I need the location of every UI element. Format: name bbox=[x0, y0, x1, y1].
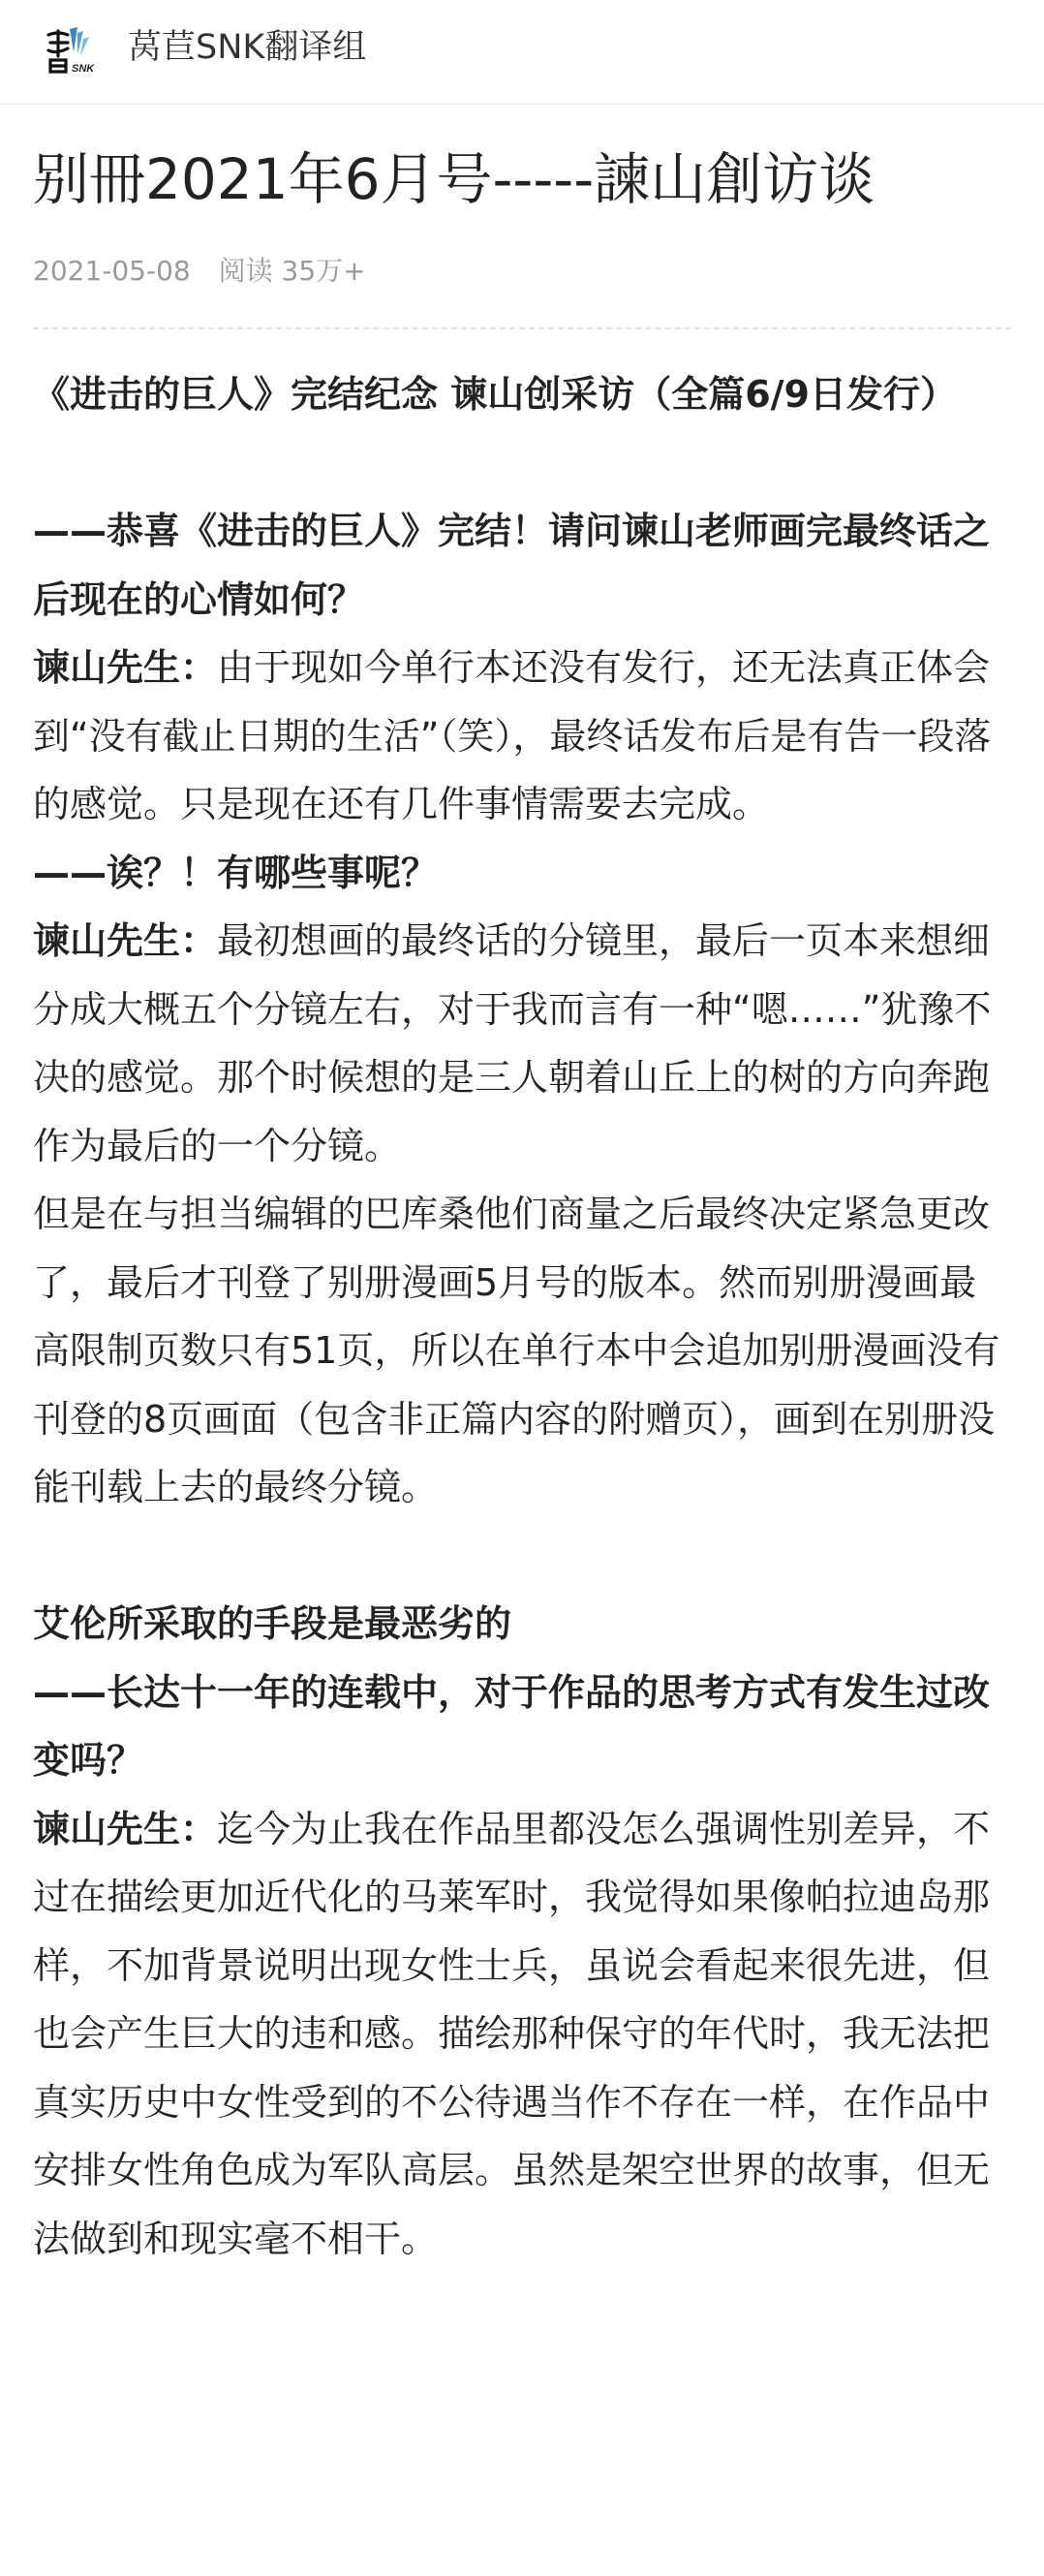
spacer bbox=[33, 1522, 1013, 1591]
article-title: 别冊2021年6月号-----諫山創访谈 bbox=[33, 146, 875, 212]
answer-2-continued: 但是在与担当编辑的巴库桑他们商量之后最终决定紧急更改了，最后才刊登了别册漫画5月号的版本。然而别册漫画最高限制页数只有51页，所以在单行本中会追加别册漫画没有刊登的8页画面（包含非正篇内容的附赠页），画到在别册没能刊载上去的最终分镜。 bbox=[33, 1193, 1000, 1508]
intro-paragraph: 《进击的巨人》完结纪念 谏山创采访（全篇6/9日发行） bbox=[33, 373, 957, 416]
question-1: ——恭喜《进击的巨人》完结！请问谏山老师画完最终话之后现在的心情如何？ bbox=[33, 510, 991, 621]
spacer bbox=[33, 429, 1013, 498]
top-bar bbox=[0, 0, 1044, 105]
answer-3 bbox=[33, 1795, 1013, 2274]
answer-1-text: 由于现如今单行本还没有发行，还无法真正体会到“没有截止日期的生活”（笑），最终话发布后是有告一段落的感觉。只是现在还有几件事情需要去完成。 bbox=[33, 646, 992, 825]
channel-name[interactable]: 莴苣SNK翻译组 bbox=[128, 28, 367, 67]
question-3: ——长达十一年的连载中，对于作品的思考方式有发生过改变吗？ bbox=[33, 1670, 991, 1782]
answer-3-text: 迄今为止我在作品里都没怎么强调性别差异，不过在描绘更加近代化的马莱军时，我觉得如果像帕拉迪岛那样，不加背景说明出现女性士兵，虽说会看起来很先进，但也会产生巨大的违和感。描绘那种保守的年代时，我无法把真实历史中女性受到的不公待遇当作不存在一样，在作品中安排女性角色成为军队高层。虽然是架空世界的故事，但无法做到和现实毫不相干。 bbox=[33, 1807, 991, 2260]
speaker-label: 谏山先生： bbox=[33, 646, 218, 689]
logo-text: SNK bbox=[72, 63, 95, 75]
answer-2-text: 最初想画的最终话的分镜里，最后一页本来想细分成大概五个分镜左右，对于我而言有一种“嗯……”犹豫不决的感觉。那个时候想的是三人朝着山丘上的树的方向奔跑作为最后的一个分镜。 bbox=[33, 919, 992, 1167]
title-divider bbox=[33, 327, 1011, 329]
speaker-label: 谏山先生： bbox=[33, 1807, 218, 1850]
answer-2 bbox=[33, 907, 1013, 1180]
publish-date: 2021-05-08 bbox=[33, 255, 191, 287]
answer-1 bbox=[33, 634, 1013, 839]
channel-logo[interactable] bbox=[35, 17, 103, 85]
article-body bbox=[33, 360, 1013, 2273]
speaker-label: 谏山先生： bbox=[33, 919, 218, 962]
view-count: 阅读 35万+ bbox=[218, 255, 366, 287]
article-meta bbox=[33, 250, 366, 293]
section-heading: 艾伦所采取的手段是最恶劣的 bbox=[33, 1602, 512, 1645]
question-2: ——诶？！有哪些事呢？ bbox=[33, 851, 439, 894]
